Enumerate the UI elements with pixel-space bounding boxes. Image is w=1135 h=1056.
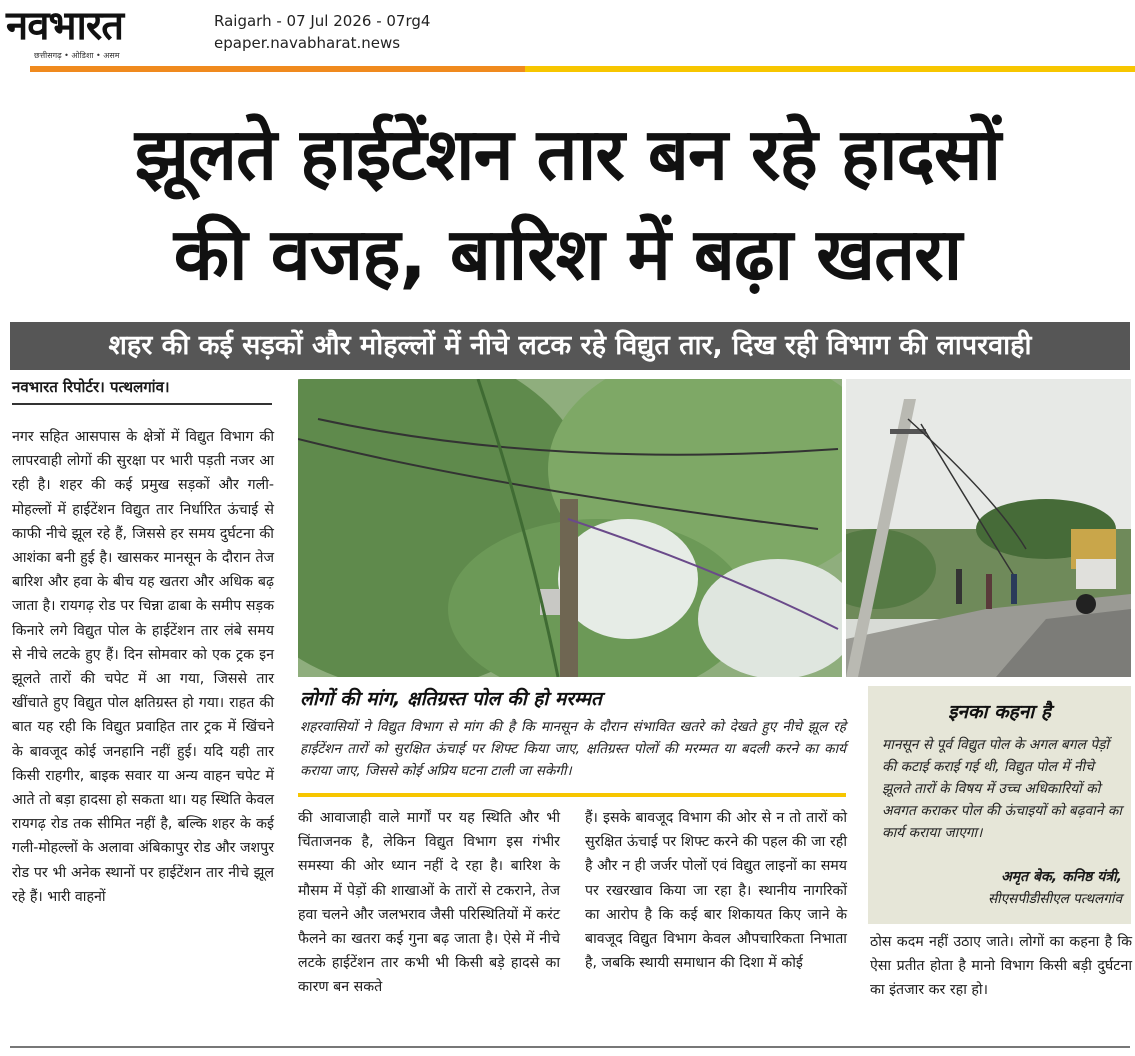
article-column-3: हैं। इसके बावजूद विभाग की ओर से न तो तारों को सुरक्षित ऊंचाई पर शिफ्ट करने की पहल की जा रही है और न ही जर्जर पोलों एवं विद्युत लाइनों का समय पर रखरखाव किया जा रहा है। स्थानीय नागरिकों का आरोप है कि कई बार शिकायत किए जाने के बावजूद विद्युत विभाग केवल औपचारिकता निभाता है, जबकि स्थायी समाधान की दिशा में कोई [585,810,847,972]
logo-regions: छत्तीसगढ़ • ओडिशा • असम [34,51,120,60]
logo-wordmark: नवभारत [6,3,124,49]
masthead-bar-yellow [525,66,1135,72]
photo-caption-title: लोगों की मांग, क्षतिग्रस्त पोल की हो मरम्मत [300,688,602,710]
byline-divider [12,403,272,405]
newspaper-logo [6,4,196,64]
article-column-4: ठोस कदम नहीं उठाए जाते। लोगों का कहना है कि ऐसा प्रतीत होता है मानो विभाग किसी बड़ी दुर्घटना का इंतजार कर रहा हो। [870,934,1132,999]
article-column-2: की आवाजाही वाले मार्गों पर यह स्थिति और भी चिंताजनक है, लेकिन विद्युत विभाग इस गंभीर समस्या की ओर ध्यान नहीं दे रहा है। बारिश के मौसम में पेड़ों की शाखाओं के तारों से टकराने, तेज हवा चलने और जलभराव जैसी परिस्थितियों में करंट फैलने का खतरा कई गुना बढ़ जाता है। ऐसे में नीचे लटके हाईटेंशन तार कभी भी किसी बड़े हादसे का कारण बन सकते [298,810,560,996]
quote-author: अमृत बेक, कनिष्ठ यंत्री, [1001,869,1122,885]
byline: नवभारत रिपोर्टर। पत्थलगांव। [12,378,170,396]
quote-text: मानसून से पूर्व विद्युत पोल के अगल बगल पेड़ों की कटाई कराई गई थी, विद्युत पोल में नीचे झूलते तारों के विषय में उच्च अधिकारियों को अवगत कराकर पोल की ऊंचाइयों को बढ़वाने का कार्य कराया जाएगा। [882,737,1122,841]
photo-tree-pole [298,379,842,677]
photo-damaged-pole-graphic [846,379,1131,677]
section-divider [298,793,846,797]
quote-heading: इनका कहना है [948,701,1051,723]
masthead-bar-orange [30,66,525,72]
article-column-1: नगर सहित आसपास के क्षेत्रों में विद्युत विभाग की लापरवाही लोगों की सुरक्षा पर भारी पड़ती नजर आ रही है। शहर की कई प्रमुख सड़कों और गली-मोहल्लों में हाईटेंशन विद्युत तार निर्धारित ऊंचाई से काफी नीचे झूल रहे हैं, जिससे हर समय दुर्घटना की आशंका बनी हुई है। खासकर मानसून के दौरान तेज बारिश और हवा के बीच यह खतरा और अधिक बढ़ जाता है। रायगढ़ रोड पर चिन्ना ढाबा के समीप सड़क किनारे लगे विद्युत पोल के हाईटेंशन तार लंबे समय से नीचे लटके हुए हैं। दिन सोमवार को एक ट्रक इन झूलते तारों की चपेट में आ गया, जिससे तार खींचाते हुए विद्युत पोल क्षतिग्रस्त हो गया। राहत की बात यह रही कि विद्युत प्रवाहित तार ट्रक में खिंचने के बावजूद कोई जनहानि नहीं हुई। यदि यही तार किसी राहगीर, बाइक सवार या अन्य वाहन चपेट में आते तो बड़ा हादसा हो सकता था। यह स्थिति केवल रायगढ़ रोड तक सीमित नहीं है, बल्कि शहर के कई गली-मोहल्लों के अलावा अंबिकापुर रोड और जशपुर रोड पर भी अनेक स्थानों पर हाईटेंशन तार नीचे झूल रहे हैं। भारी वाहनों [12,429,274,905]
headline [0,104,1135,304]
headline-line-1: झूलते हाईटेंशन तार बन रहे हादसों [134,112,1001,196]
subheadline-deck: शहर की कई सड़कों और मोहल्लों में नीचे लटक रहे विद्युत तार, दिख रही विभाग की लापरवाही [10,322,1130,370]
photo-damaged-pole [846,379,1131,677]
quote-author-role: सीएसपीडीसीएल पत्थलगांव [987,891,1122,907]
headline-line-2: की वजह, बारिश में बढ़ा खतरा [173,212,962,296]
bottom-divider [10,1046,1130,1048]
photo-caption-text: शहरवासियों ने विद्युत विभाग से मांग की है कि मानसून के दौरान संभावित खतरे को देखते हुए नीचे झूल रहे हाईटेंशन तारों को सुरक्षित ऊंचाई पर शिफ्ट किया जाए, क्षतिग्रस्त पोलों की मरम्मत या बदली करने का कार्य कराया जाए, जिससे कोई अप्रिय घटना टाली जा सकेगी। [300,719,846,779]
site-url[interactable]: epaper.navabharat.news [214,34,401,52]
edition-info [214,10,430,54]
photo-tree-pole-graphic [298,379,842,677]
edition-line: Raigarh - 07 Jul 2026 - 07rg4 [214,12,431,30]
